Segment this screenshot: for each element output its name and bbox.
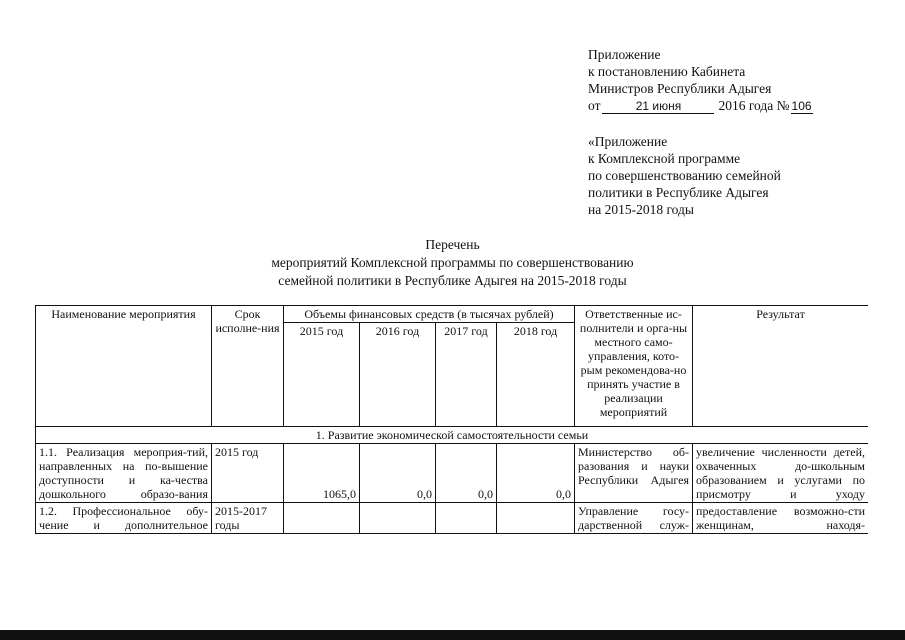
title-line-2: мероприятий Комплексной программы по совершенствованию bbox=[271, 255, 634, 270]
header-2016: 2016 год bbox=[360, 323, 436, 427]
header-result: Результат bbox=[693, 306, 868, 427]
appendix-date-line bbox=[588, 97, 813, 114]
header-responsible: Ответственные ис-полнители и орга-ны местного само-управления, кото-рым рекомендова-но принять участие в реализации мероприятий bbox=[575, 306, 693, 427]
header-2018: 2018 год bbox=[497, 323, 575, 427]
row-value-2016 bbox=[360, 503, 436, 534]
program-appendix-line-5: на 2015-2018 годы bbox=[588, 202, 694, 217]
activities-table-container bbox=[35, 305, 868, 549]
program-appendix-line-3: по совершенствованию семейной bbox=[588, 168, 781, 183]
date-value: 21 июня bbox=[602, 99, 714, 114]
decree-number: 106 bbox=[791, 99, 812, 113]
row-result: предоставление возможно-сти женщинам, находя- bbox=[693, 503, 868, 534]
row-name: 1.1. Реализация мероприя-тий, направленных на по-вышение доступности и ка-чества дошкольного образо-вания bbox=[36, 444, 212, 503]
table-row bbox=[36, 444, 869, 503]
activities-table bbox=[35, 305, 868, 534]
title-line-1: Перечень bbox=[425, 237, 480, 252]
scan-edge bbox=[0, 630, 905, 640]
row-value-2015 bbox=[284, 503, 360, 534]
appendix-line-3: Министров Республики Адыгея bbox=[588, 81, 772, 96]
row-value-2017 bbox=[436, 503, 497, 534]
header-volumes: Объемы финансовых средств (в тысячах рублей) bbox=[284, 306, 575, 323]
row-value-2016: 0,0 bbox=[360, 444, 436, 503]
row-name: 1.2. Профессиональное обу-чение и дополнительное bbox=[36, 503, 212, 534]
appendix-line-1: Приложение bbox=[588, 47, 661, 62]
header-2015: 2015 год bbox=[284, 323, 360, 427]
date-prefix: от bbox=[588, 98, 601, 113]
program-appendix-line-1: «Приложение bbox=[588, 134, 668, 149]
row-result: увеличение численности детей, охваченных до-школьным образованием и услугами по присмотру и уходу bbox=[693, 444, 868, 503]
header-2017: 2017 год bbox=[436, 323, 497, 427]
program-appendix-header bbox=[588, 133, 781, 218]
table-row bbox=[36, 503, 869, 534]
title-line-3: семейной политики в Республике Адыгея на 2015-2018 годы bbox=[278, 273, 627, 288]
program-appendix-line-2: к Комплексной программе bbox=[588, 151, 741, 166]
section-title: 1. Развитие экономической самостоятельности семьи bbox=[36, 427, 869, 444]
document-title bbox=[0, 236, 905, 290]
row-term: 2015 год bbox=[212, 444, 284, 503]
table-header-row bbox=[36, 306, 869, 323]
section-row bbox=[36, 427, 869, 444]
program-appendix-line-4: политики в Республике Адыгея bbox=[588, 185, 769, 200]
header-name: Наименование мероприятия bbox=[36, 306, 212, 427]
row-responsible: Управление госу-дарственной служ- bbox=[575, 503, 693, 534]
header-term: Срок исполне-ния bbox=[212, 306, 284, 427]
row-responsible: Министерство об-разования и науки Республики Адыгея bbox=[575, 444, 693, 503]
row-term: 2015-2017 годы bbox=[212, 503, 284, 534]
appendix-header bbox=[588, 46, 813, 114]
row-value-2018: 0,0 bbox=[497, 444, 575, 503]
row-value-2015: 1065,0 bbox=[284, 444, 360, 503]
row-value-2017: 0,0 bbox=[436, 444, 497, 503]
row-value-2018 bbox=[497, 503, 575, 534]
year-text: 2016 года № bbox=[718, 98, 790, 113]
appendix-line-2: к постановлению Кабинета bbox=[588, 64, 746, 79]
